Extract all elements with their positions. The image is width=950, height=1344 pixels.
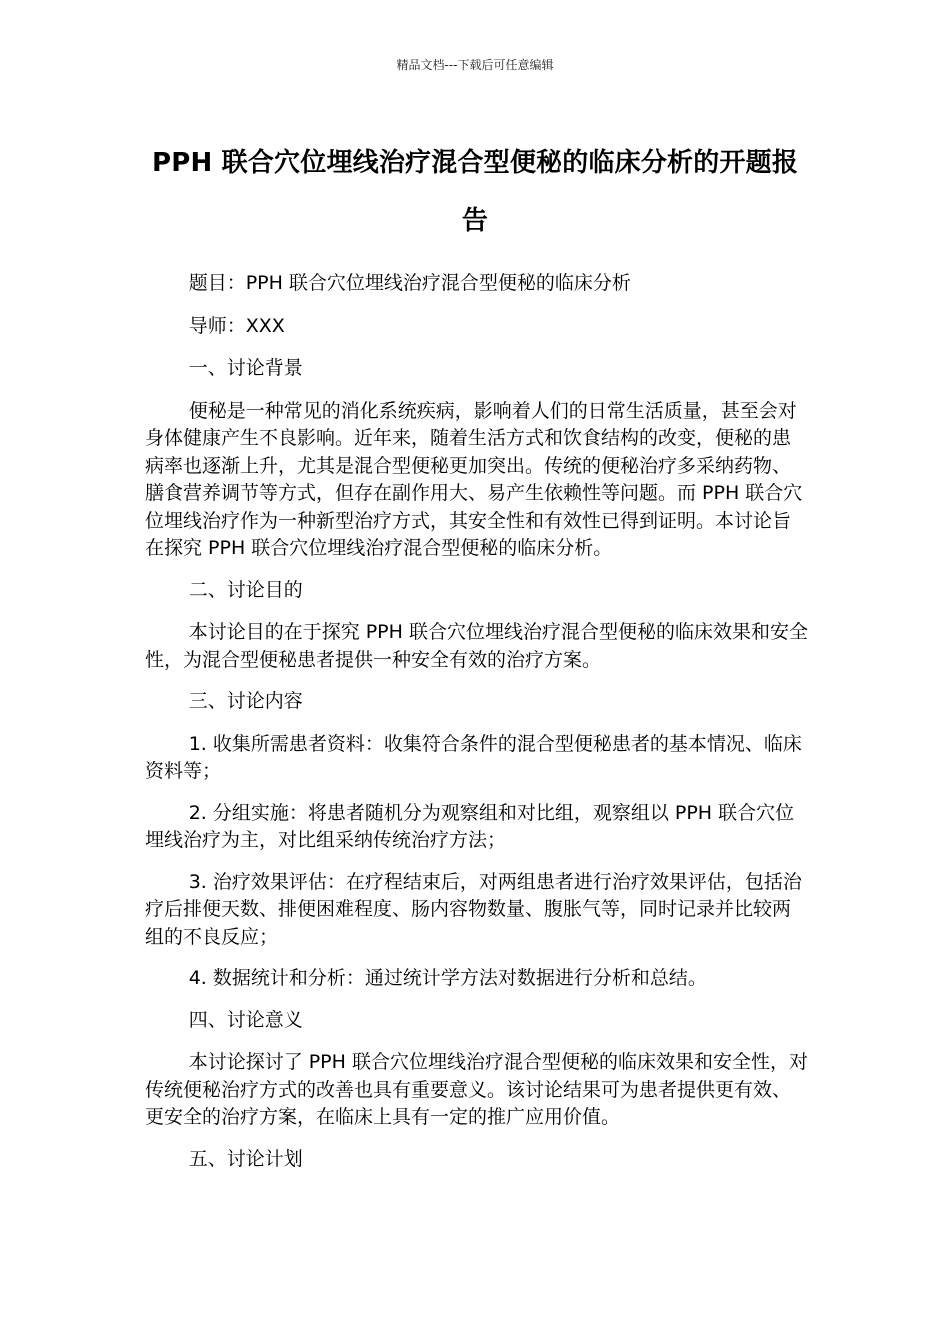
content-item-4: 4. 数据统计和分析：通过统计学方法对数据进行分析和总结。 <box>188 967 707 989</box>
purpose-paragraph: 本讨论目的在于探究 PPH 联合穴位埋线治疗混合型便秘的临床效果和安全性，为混合型便秘患者提供一种安全有效的治疗方案。 <box>145 621 808 671</box>
content-item-3: 3. 治疗效果评估：在疗程结束后，对两组患者进行治疗效果评估，包括治疗后排便天数、排便困难程度、肠内容物数量、腹胀气等，同时记录并比较两组的不良反应； <box>145 870 802 948</box>
header-note: 精品文档---下载后可任意编辑 <box>396 58 554 72</box>
content-item-1: 1. 收集所需患者资料：收集符合条件的混合型便秘患者的基本情况、临床资料等； <box>145 732 802 782</box>
content-item-2: 2. 分组实施：将患者随机分为观察组和对比组，观察组以 PPH 联合穴位埋线治疗为主，对比组采纳传统治疗方法； <box>145 801 795 851</box>
document-title: PPH 联合穴位埋线治疗混合型便秘的临床分析的开题报告 <box>151 148 799 236</box>
section-heading-purpose: 二、讨论目的 <box>188 578 303 601</box>
document-body <box>145 270 809 1188</box>
advisor-line: 导师：XXX <box>188 314 285 337</box>
topic-line: 题目：PPH 联合穴位埋线治疗混合型便秘的临床分析 <box>188 272 631 294</box>
section-heading-significance: 四、讨论意义 <box>188 1008 303 1031</box>
section-heading-background: 一、讨论背景 <box>188 357 303 379</box>
section-heading-content: 三、讨论内容 <box>188 690 303 712</box>
background-paragraph: 便秘是一种常见的消化系统疾病，影响着人们的日常生活质量，甚至会对身体健康产生不良影响。近年来，随着生活方式和饮食结构的改变，便秘的患病率也逐渐上升，尤其是混合型便秘更加突出。传统的便秘治疗多采纳药物、膳食营养调节等方式，但存在副作用大、易产生依赖性等问题。而 PPH 联合穴位埋线治疗作为一种新型治疗方式，其安全性和有效性已得到证明。本讨论旨在探究 PPH 联合穴位埋线治疗混合型便秘的临床分析。 <box>145 399 803 559</box>
section-heading-plan: 五、讨论计划 <box>188 1147 303 1170</box>
significance-paragraph: 本讨论探讨了 PPH 联合穴位埋线治疗混合型便秘的临床效果和安全性，对传统便秘治疗方式的改善也具有重要意义。该讨论结果可为患者提供更有效、更安全的治疗方案，在临床上具有一定的推广应用价值。 <box>145 1051 808 1128</box>
